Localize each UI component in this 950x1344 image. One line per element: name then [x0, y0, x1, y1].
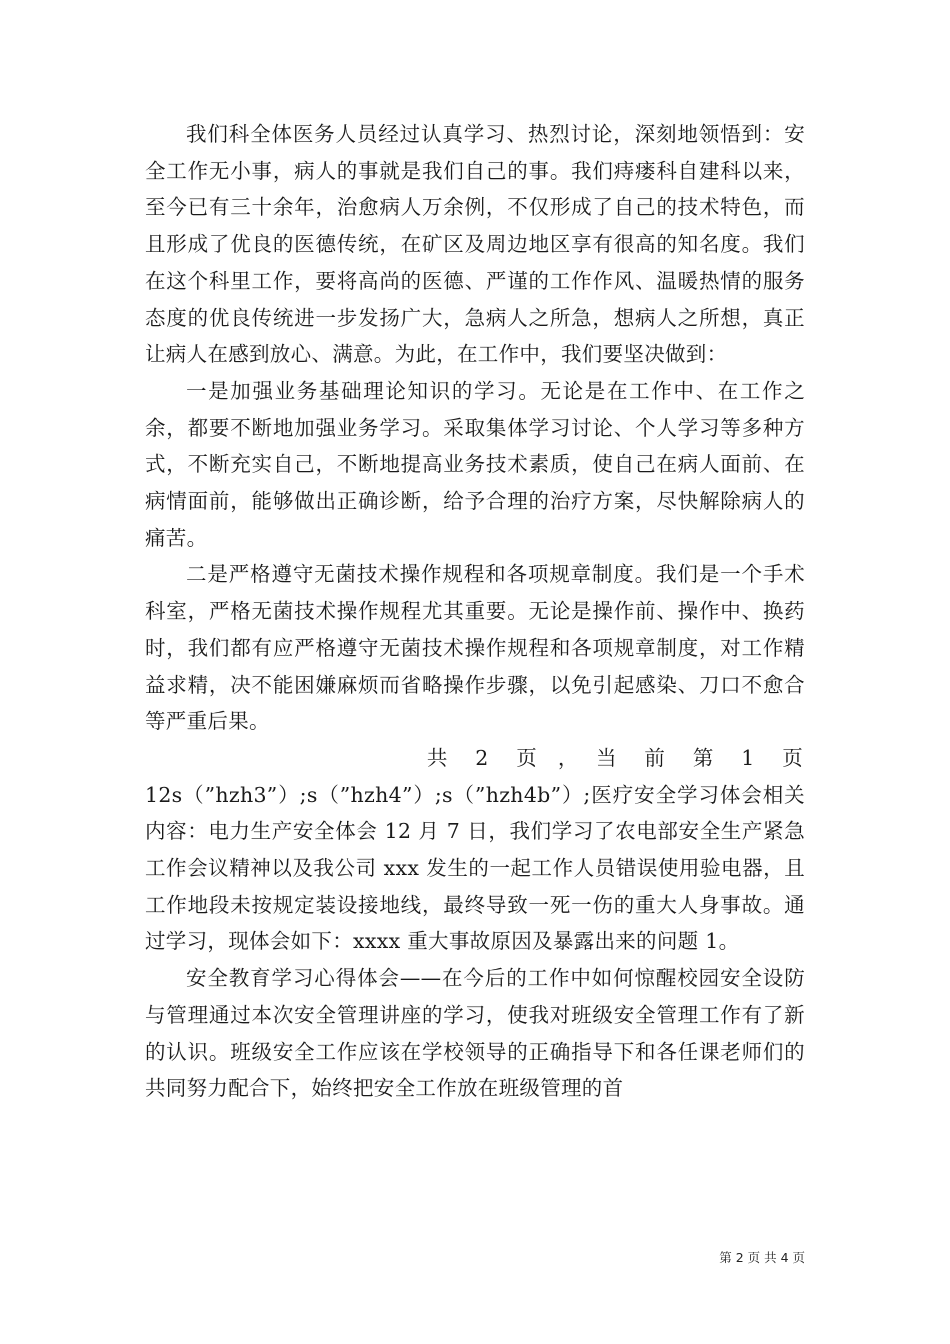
paragraph-last: 安全教育学习心得体会——在今后的工作中如何惊醒校园安全设防与管理通过本次安全管理讲座的学习，使我对班级安全管理工作有了新的认识。班级安全工作应该在学校领导的正确指导下和各任课老师们的共同努力配合下，始终把安全工作放在班级管理的首	[145, 966, 805, 1101]
paragraph-point-one: 一是加强业务基础理论知识的学习。无论是在工作中、在工作之余，都要不断地加强业务学习。采取集体学习讨论、个人学习等多种方式，不断充实自己，不断地提高业务技术素质，使自己在病人面前、在病情面前，能够做出正确诊断，给予合理的治疗方案，尽快解除病人的痛苦。	[145, 378, 805, 550]
paragraph-point-two: 二是严格遵守无菌技术操作规程和各项规章制度。我们是一个手术科室，严格无菌技术操作规程尤其重要。无论是操作前、操作中、换药时，我们都有应严格遵守无菌技术操作规程和各项规章制度，对工作精益求精，决不能困嫌麻烦而省略操作步骤，以免引起感染、刀口不愈合等严重后果。	[145, 562, 805, 734]
paragraph-intro: 我们科全体医务人员经过认真学习、热烈讨论，深刻地领悟到：安全工作无小事，病人的事就是我们自己的事。我们痔瘘科自建科以来，至今已有三十余年，治愈病人万余例，不仅形成了自己的技术特色，而且形成了优良的医德传统，在矿区及周边地区享有很高的知名度。我们在这个科里工作，要将高尚的医德、严谨的工作作风、温暖热情的服务态度的优良传统进一步发扬广大，急病人之所急，想病人之所想，真正让病人在感到放心、满意。为此，在工作中，我们要坚决做到：	[145, 122, 805, 367]
inline-page-indicator	[145, 740, 805, 777]
page-number-label: 第 2 页 共 4 页	[719, 1250, 805, 1265]
document-body	[145, 116, 805, 1107]
paragraph-continuation: 12s（”hzh3”）;s（”hzh4”）;s（”hzh4b”）;医疗安全学习体会相关内容：电力生产安全体会 12 月 7 日，我们学习了农电部安全生产紧急工作会议精神以及我公司 xxx 发生的一起工作人员错误使用验电器，且工作地段未按规定装设接地线，最终导致一死一伤的重大人身事故。通过学习，现体会如下：xxxx 重大事故原因及暴露出来的问题 1。	[145, 782, 805, 954]
inline-page-indicator-text: 共 2 页 ， 当 前 第 1 页	[426, 745, 803, 770]
page-footer	[719, 1248, 805, 1266]
